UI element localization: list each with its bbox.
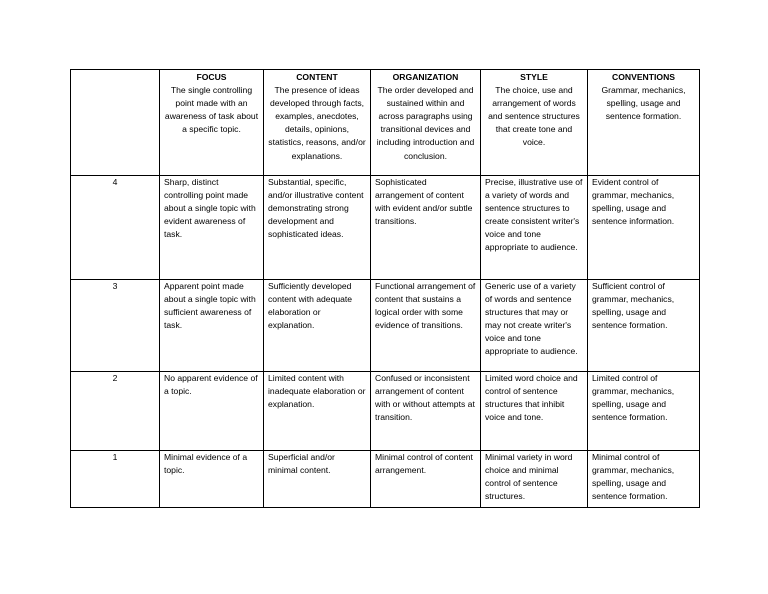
rubric-cell: Apparent point made about a single topic with sufficient awareness of task. (160, 280, 264, 372)
rubric-cell: Minimal control of content arrangement. (371, 451, 481, 508)
rubric-cell: No apparent evidence of a topic. (160, 372, 264, 451)
column-description: The single controlling point made with an awareness of task about a specific topic. (164, 85, 259, 135)
table-row (71, 372, 700, 451)
organization-header-cell (371, 70, 481, 176)
rubric-cell: Limited content with inadequate elaboration or explanation. (264, 372, 371, 451)
column-title: CONTENT (296, 72, 338, 82)
column-description: The presence of ideas developed through facts, examples, anecdotes, details, opinions, statistics, reasons, and/or explanations. (268, 85, 366, 161)
column-description: The order developed and sustained within and across paragraphs using transitional devices and including introduction and conclusion. (376, 85, 475, 161)
column-title: STYLE (520, 72, 548, 82)
score-cell: 2 (71, 372, 160, 451)
rubric-cell: Substantial, specific, and/or illustrative content demonstrating strong development and sophisticated ideas. (264, 176, 371, 280)
score-cell: 1 (71, 451, 160, 508)
rubric-cell: Minimal control of grammar, mechanics, spelling, usage and sentence formation. (588, 451, 700, 508)
focus-header-cell (160, 70, 264, 176)
content-header-cell (264, 70, 371, 176)
column-title: ORGANIZATION (392, 72, 459, 82)
column-description: Grammar, mechanics, spelling, usage and sentence formation. (601, 85, 686, 122)
table-row (71, 451, 700, 508)
header-row (71, 70, 700, 176)
rubric-cell: Minimal evidence of a topic. (160, 451, 264, 508)
rubric-cell: Precise, illustrative use of a variety of words and sentence structures to create consistent writer's voice and tone appropriate to audience. (481, 176, 588, 280)
rubric-cell: Sharp, distinct controlling point made about a single topic with evident awareness of task. (160, 176, 264, 280)
rubric-cell: Sufficient control of grammar, mechanics, spelling, usage and sentence formation. (588, 280, 700, 372)
rubric-cell: Confused or inconsistent arrangement of content with or without attempts at transition. (371, 372, 481, 451)
style-header-cell (481, 70, 588, 176)
column-title: FOCUS (196, 72, 227, 82)
rubric-cell: Limited control of grammar, mechanics, spelling, usage and sentence formation. (588, 372, 700, 451)
empty-corner-cell (71, 70, 160, 176)
score-cell: 4 (71, 176, 160, 280)
rubric-cell: Functional arrangement of content that sustains a logical order with some evidence of transitions. (371, 280, 481, 372)
rubric-cell: Limited word choice and control of sentence structures that inhibit voice and tone. (481, 372, 588, 451)
score-cell: 3 (71, 280, 160, 372)
table-row (71, 176, 700, 280)
column-description: The choice, use and arrangement of words and sentence structures that create tone and voice. (488, 85, 580, 148)
conventions-header-cell (588, 70, 700, 176)
rubric-cell: Evident control of grammar, mechanics, spelling, usage and sentence information. (588, 176, 700, 280)
rubric-cell: Generic use of a variety of words and sentence structures that may or may not create writer's voice and tone appropriate to audience. (481, 280, 588, 372)
rubric-cell: Minimal variety in word choice and minimal control of sentence structures. (481, 451, 588, 508)
table-row (71, 280, 700, 372)
rubric-cell: Superficial and/or minimal content. (264, 451, 371, 508)
column-title: CONVENTIONS (611, 72, 676, 82)
rubric-cell: Sufficiently developed content with adequate elaboration or explanation. (264, 280, 371, 372)
rubric-cell: Sophisticated arrangement of content with evident and/or subtle transitions. (371, 176, 481, 280)
rubric-table (70, 69, 700, 508)
